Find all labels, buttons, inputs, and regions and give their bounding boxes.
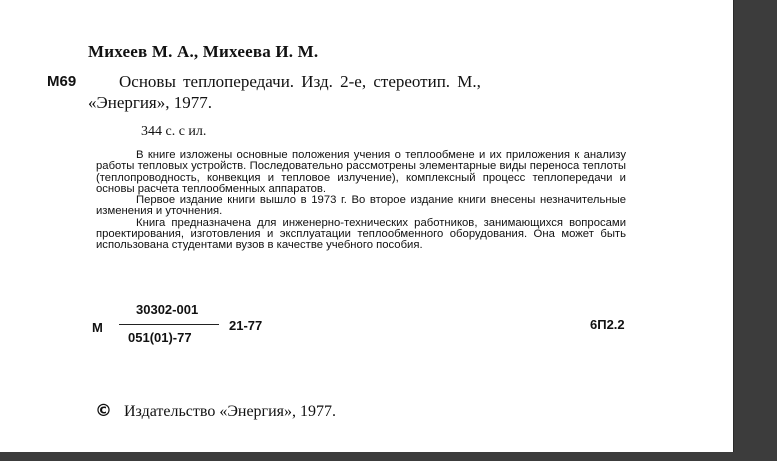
title-line-2: «Энергия», 1977. [88, 93, 213, 112]
abstract-paragraph: Книга предназначена для инженерно-технических работников, занимающихся вопросами проектирования, изготовления и эксплуатации теплообменного оборудования. Она может быть использована студентами вузов в качестве учебного пособия. [96, 216, 626, 252]
fraction-bar [119, 324, 219, 325]
classification-denominator: 051(01)-77 [128, 330, 192, 345]
bbk-index: 6П2.2 [590, 317, 625, 332]
abstract-paragraph: Первое издание книги вышло в 1973 г. Во второе издание книги внесены незначительные изменения и уточнения. [96, 194, 626, 218]
title-line-1: Основы теплопередачи. Изд. 2-е, стереотип. М., [119, 72, 481, 91]
abstract-paragraph: В книге изложены основные положения учения о теплообмене и их приложения к анализу работы тепловых устройств. Последовательно рассмотрены элементарные виды переноса теплоты (теплопроводность, конвекция и тепловое излучение), комплексный процесс теплопередачи и основы расчета теплообменных аппаратов. [96, 149, 626, 195]
classification-suffix: 21-77 [229, 318, 263, 333]
classification-prefix: М [92, 320, 103, 335]
library-code: М69 [47, 73, 77, 90]
copyright-line [95, 401, 336, 421]
page-count: 344 с. с ил. [141, 124, 207, 139]
classification-numerator: 30302-001 [136, 302, 199, 317]
abstract [96, 150, 626, 252]
copyright-icon: © [95, 401, 112, 421]
copyright-text: Издательство «Энергия», 1977. [124, 403, 337, 420]
authors: Михеев М. А., Михеева И. М. [88, 42, 319, 61]
